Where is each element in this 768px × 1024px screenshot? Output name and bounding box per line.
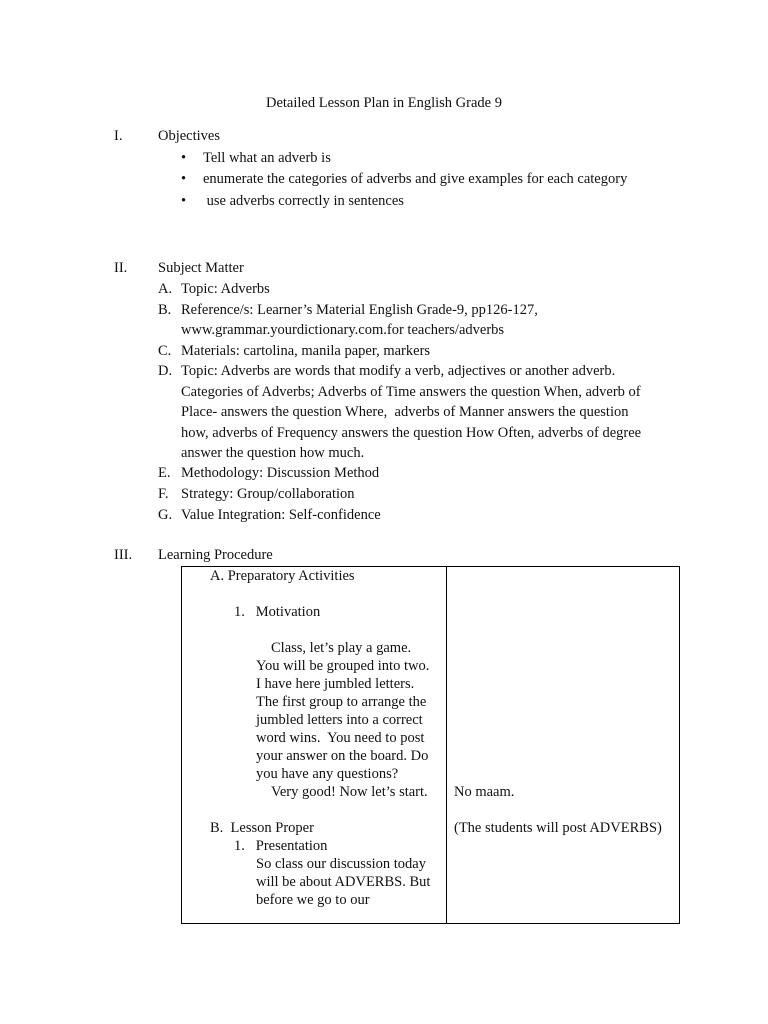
subject-item-reference-cont: www.grammar.yourdictionary.com.for teachers/adverbs bbox=[181, 322, 505, 338]
teacher-activity-cell bbox=[182, 567, 447, 924]
motivation-line: You will be grouped into two. bbox=[256, 658, 430, 674]
motivation-line: Very good! Now let’s start. bbox=[271, 784, 428, 800]
objective-item: enumerate the categories of adverbs and give examples for each category bbox=[203, 171, 628, 187]
section-heading-objectives: Objectives bbox=[158, 128, 221, 144]
motivation-line: word wins. You need to post bbox=[256, 730, 425, 746]
section-numeral-objectives: I. bbox=[114, 128, 123, 144]
preparatory-activities-label: A. Preparatory Activities bbox=[210, 568, 355, 584]
item-letter: F. bbox=[158, 486, 169, 502]
section-numeral-subject-matter: II. bbox=[114, 260, 128, 276]
motivation-line: Class, let’s play a game. bbox=[271, 640, 412, 656]
motivation-label: 1. Motivation bbox=[234, 604, 321, 620]
motivation-line: jumbled letters into a correct bbox=[256, 712, 423, 728]
objective-item: Tell what an adverb is bbox=[203, 150, 331, 166]
motivation-line: The first group to arrange the bbox=[256, 694, 427, 710]
section-heading-subject-matter: Subject Matter bbox=[158, 260, 244, 276]
subject-item-topic: Topic: Adverbs bbox=[181, 281, 270, 297]
subject-item-topic-detail-cont: Place- answers the question Where, adverbs of Manner answers the question bbox=[181, 404, 629, 420]
bullet-icon: • bbox=[181, 171, 187, 187]
student-response: No maam. bbox=[454, 784, 515, 800]
presentation-line: will be about ADVERBS. But bbox=[256, 874, 431, 890]
section-numeral-learning-procedure: III. bbox=[114, 547, 133, 563]
subject-item-topic-detail: Topic: Adverbs are words that modify a verb, adjectives or another adverb. bbox=[181, 363, 616, 379]
presentation-line: before we go to our bbox=[256, 892, 370, 908]
subject-item-topic-detail-cont: answer the question how much. bbox=[181, 445, 365, 461]
item-letter: E. bbox=[158, 465, 171, 481]
subject-item-topic-detail-cont: Categories of Adverbs; Adverbs of Time answers the question When, adverb of bbox=[181, 384, 641, 400]
objective-item: use adverbs correctly in sentences bbox=[203, 193, 404, 209]
subject-item-materials: Materials: cartolina, manila paper, markers bbox=[181, 343, 431, 359]
motivation-line: I have here jumbled letters. bbox=[256, 676, 415, 692]
student-response: (The students will post ADVERBS) bbox=[454, 820, 662, 836]
item-letter: C. bbox=[158, 343, 172, 359]
item-letter: A. bbox=[158, 281, 173, 297]
section-heading-learning-procedure: Learning Procedure bbox=[158, 547, 273, 563]
bullet-icon: • bbox=[181, 193, 187, 209]
motivation-line: you have any questions? bbox=[256, 766, 399, 782]
presentation-label: 1. Presentation bbox=[234, 838, 328, 854]
item-letter: D. bbox=[158, 363, 173, 379]
subject-item-reference: Reference/s: Learner’s Material English Grade-9, pp126-127, bbox=[181, 302, 538, 318]
subject-item-methodology: Methodology: Discussion Method bbox=[181, 465, 380, 481]
learning-procedure-table bbox=[181, 566, 680, 924]
lesson-proper-label: B. Lesson Proper bbox=[210, 820, 314, 836]
item-letter: B. bbox=[158, 302, 172, 318]
subject-item-topic-detail-cont: how, adverbs of Frequency answers the question How Often, adverbs of degree bbox=[181, 425, 642, 441]
student-activity-cell bbox=[447, 567, 680, 924]
bullet-icon: • bbox=[181, 150, 187, 166]
subject-item-strategy: Strategy: Group/collaboration bbox=[181, 486, 355, 502]
presentation-line: So class our discussion today bbox=[256, 856, 426, 872]
subject-item-value-integration: Value Integration: Self-confidence bbox=[181, 507, 381, 523]
item-letter: G. bbox=[158, 507, 173, 523]
page-title: Detailed Lesson Plan in English Grade 9 bbox=[266, 95, 502, 111]
motivation-line: your answer on the board. Do bbox=[256, 748, 429, 764]
